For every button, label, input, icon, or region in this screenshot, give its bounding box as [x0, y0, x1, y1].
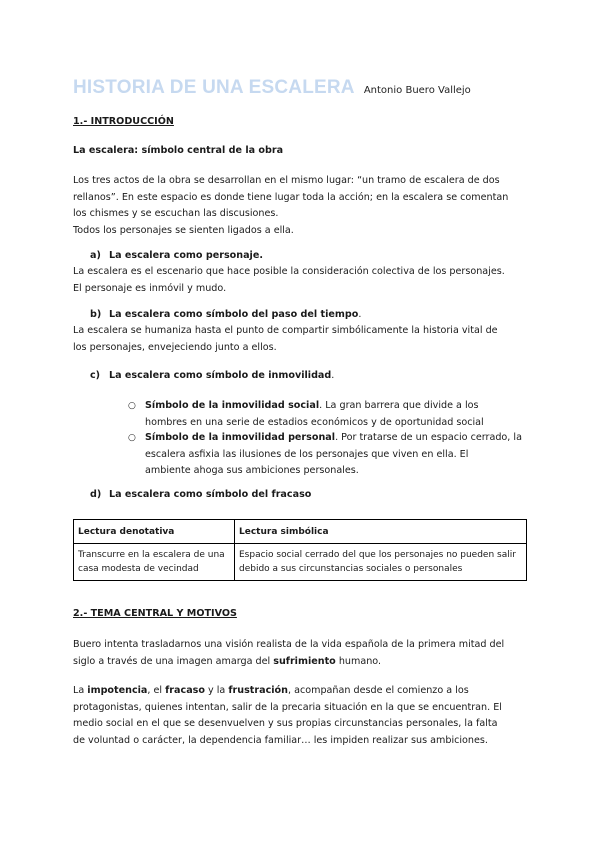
table-cell [235, 544, 527, 581]
item-a-line: El personaje es inmóvil y mudo. [73, 282, 227, 294]
item-b-line: los personajes, envejeciendo junto a ellos. [73, 341, 277, 353]
bullet-item [145, 430, 530, 480]
item-b-label-end: . [358, 309, 362, 320]
table-cell-line: Transcurre en la escalera de una [78, 550, 225, 560]
paragraph-text: La [73, 685, 88, 696]
item-b-paragraph [73, 323, 529, 356]
section-2-paragraph-1 [73, 637, 529, 670]
item-a-label: La escalera como personaje. [109, 250, 264, 261]
bullet-text: hombres en una serie de estadios económicos y de oportunidad social [145, 416, 484, 428]
item-a-paragraph [73, 264, 529, 297]
table-row [74, 544, 527, 581]
paragraph-line: de voluntad o carácter, la dependencia familiar… les impiden realizar sus ambiciones. [73, 734, 488, 746]
item-c-heading [73, 368, 334, 385]
bullet-bold: Símbolo de la inmovilidad personal [145, 432, 336, 443]
table-cell [74, 544, 235, 581]
intro-line: Los tres actos de la obra se desarrollan en el mismo lugar: “un tramo de escalera de dos [73, 175, 500, 186]
bullet-text: . La gran barrera que divide a los [319, 400, 479, 411]
item-d-label: La escalera como símbolo del fracaso [109, 489, 312, 500]
paragraph-line: Buero intenta trasladarnos una visión realista de la vida española de la primera mitad del [73, 639, 505, 650]
item-d-heading [73, 487, 311, 504]
emphasis-word: frustración [228, 685, 288, 696]
emphasis-word: impotencia [87, 685, 148, 696]
bullet-bold: Símbolo de la inmovilidad social [145, 400, 320, 411]
intro-line: rellanos”. En este espacio es donde tiene lugar toda la acción; en la escalera se comentan [73, 191, 509, 203]
emphasis-word: fracaso [165, 685, 205, 696]
table-cell-line: debido a sus circunstancias sociales o personales [239, 564, 463, 574]
item-a-line: La escalera es el escenario que hace posible la consideración colectiva de los personajes. [73, 266, 505, 277]
item-b-label: La escalera como símbolo del paso del tiempo [109, 309, 359, 320]
hollow-bullet-icon: ○ [128, 401, 136, 411]
item-b-heading [73, 307, 361, 324]
author-name: Antonio Buero Vallejo [363, 85, 471, 96]
item-a-heading [73, 248, 263, 265]
section-1-heading: 1.- INTRODUCCIÓN [73, 116, 174, 127]
table-cell-line: Espacio social cerrado del que los personajes no pueden salir [239, 550, 516, 560]
emphasis-word: sufrimiento [273, 655, 336, 667]
paragraph-text: y la [204, 685, 229, 696]
intro-line: Todos los personajes se sienten ligados a ella. [73, 224, 294, 236]
section-1-subheading: La escalera: símbolo central de la obra [73, 145, 284, 156]
paragraph-line: protagonistas, quienes intentan, salir de la precaria situación en la que se encuentran. El [73, 701, 502, 713]
bullet-text: . Por tratarse de un espacio cerrado, la [335, 432, 522, 443]
reading-table [73, 519, 527, 581]
item-a-marker: a) [90, 250, 101, 261]
paragraph-text: , acompañan desde el comienzo a los [287, 685, 469, 696]
item-d-marker: d) [90, 489, 102, 500]
item-c-label-end: . [331, 370, 335, 381]
paragraph-line: medio social en el que se desenvuelven y sus propias circunstancias personales, la falta [73, 718, 498, 729]
bullet-text: ambiente ahoga sus ambiciones personales. [145, 465, 359, 476]
item-c-marker: c) [90, 370, 101, 381]
hollow-bullet-icon: ○ [128, 433, 136, 443]
table-cell-line: casa modesta de vecindad [78, 564, 199, 574]
bullet-text: escalera asfixia las ilusiones de los personajes que viven en ella. El [145, 448, 469, 460]
section-2-paragraph-2 [73, 683, 529, 749]
intro-line: los chismes y se escuchan las discusiones. [73, 208, 279, 219]
document-title: HISTORIA DE UNA ESCALERA [73, 77, 355, 98]
paragraph-line: humano. [335, 655, 382, 667]
paragraph-text: , el [147, 685, 166, 696]
section-2-heading: 2.- TEMA CENTRAL Y MOTIVOS [73, 608, 237, 619]
table-header-row [74, 520, 527, 544]
bullet-item [145, 398, 530, 431]
title-line [73, 77, 471, 99]
item-b-line: La escalera se humaniza hasta el punto de compartir simbólicamente la historia vital de [73, 325, 498, 336]
paragraph-line: siglo a través de una imagen amarga del [73, 655, 274, 667]
table-header-cell: Lectura simbólica [235, 520, 527, 544]
item-c-label: La escalera como símbolo de inmovilidad [109, 370, 332, 381]
intro-paragraph [73, 173, 529, 239]
item-b-marker: b) [90, 309, 102, 320]
table-header-cell: Lectura denotativa [74, 520, 235, 544]
